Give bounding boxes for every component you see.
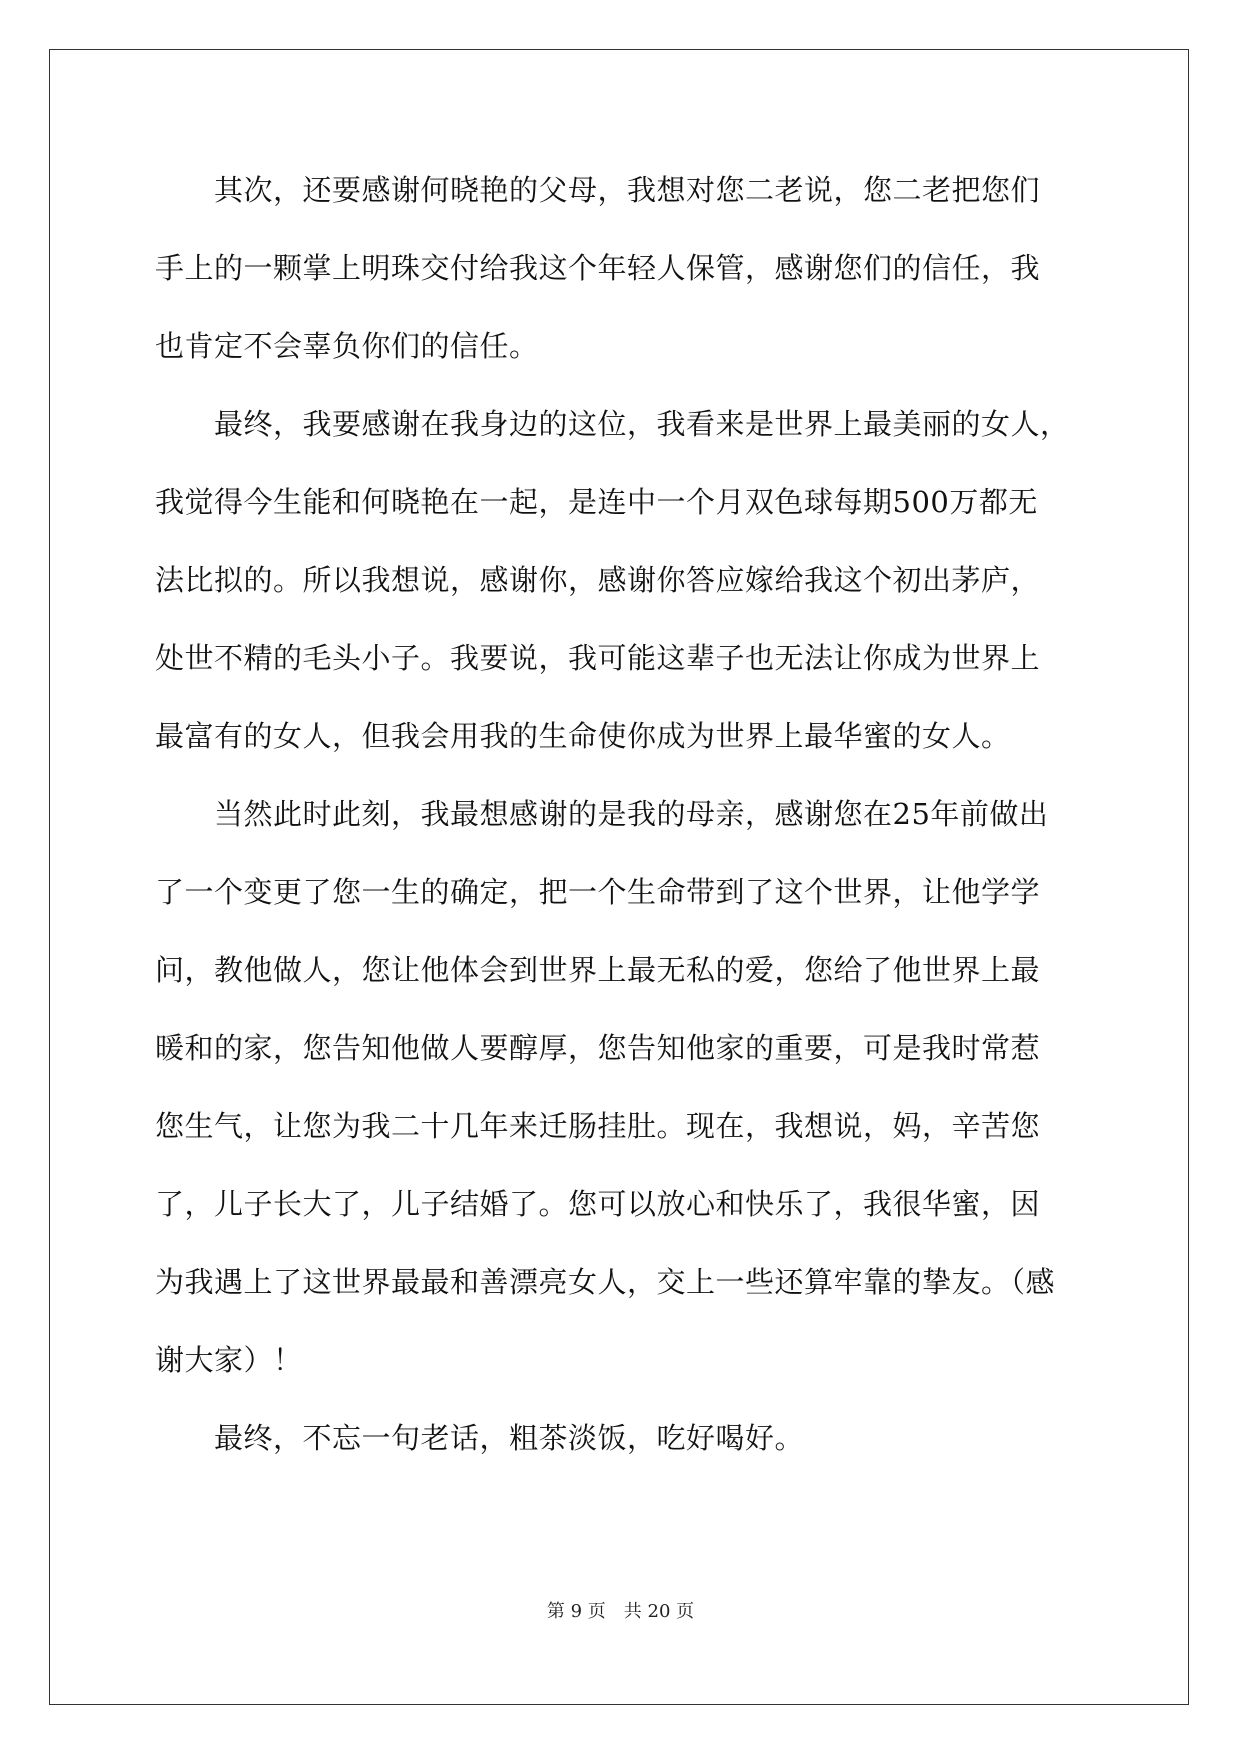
body-line-13: 您生气，让您为我二十几年来迁肠挂肚。现在，我想说，妈，辛苦您 (155, 1109, 1041, 1143)
body-line-5: 我觉得今生能和何晓艳在一起，是连中一个月双色球每期500万都无 (155, 485, 1038, 519)
body-line-10: 了一个变更了您一生的确定，把一个生命带到了这个世界，让他学学 (155, 875, 1041, 909)
body-line-17: 最终，不忘一句老话，粗茶淡饭，吃好喝好。 (155, 1421, 805, 1455)
body-line-3: 也肯定不会辜负你们的信任。 (155, 329, 539, 363)
body-line-14: 了，儿子长大了，儿子结婚了。您可以放心和快乐了，我很华蜜，因 (155, 1187, 1041, 1221)
body-line-2: 手上的一颗掌上明珠交付给我这个年轻人保管，感谢您们的信任，我 (155, 251, 1041, 285)
page-total: 共 20 页 (623, 1601, 695, 1622)
body-line-6: 法比拟的。所以我想说，感谢你，感谢你答应嫁给我这个初出茅庐， (155, 563, 1041, 597)
body-line-11: 问，教他做人，您让他体会到世界上最无私的爱，您给了他世界上最 (155, 953, 1041, 987)
body-line-15: 为我遇上了这世界最最和善漂亮女人，交上一些还算牢靠的挚友。（感 (155, 1265, 1056, 1299)
body-line-7: 处世不精的毛头小子。我要说，我可能这辈子也无法让你成为世界上 (155, 641, 1041, 675)
body-line-8: 最富有的女人，但我会用我的生命使你成为世界上最华蜜的女人。 (155, 719, 1011, 753)
body-line-9: 当然此时此刻，我最想感谢的是我的母亲，感谢您在25年前做出 (155, 797, 1049, 831)
body-line-4: 最终，我要感谢在我身边的这位，我看来是世界上最美丽的女人， (155, 407, 1070, 441)
body-line-16: 谢大家）！ (155, 1343, 303, 1377)
body-line-12: 暖和的家，您告知他做人要醇厚，您告知他家的重要，可是我时常惹 (155, 1031, 1041, 1065)
page-footer (0, 1597, 1241, 1623)
body-line-1: 其次，还要感谢何晓艳的父母，我想对您二老说，您二老把您们 (155, 173, 1041, 207)
page-number: 第 9 页 (546, 1601, 606, 1622)
